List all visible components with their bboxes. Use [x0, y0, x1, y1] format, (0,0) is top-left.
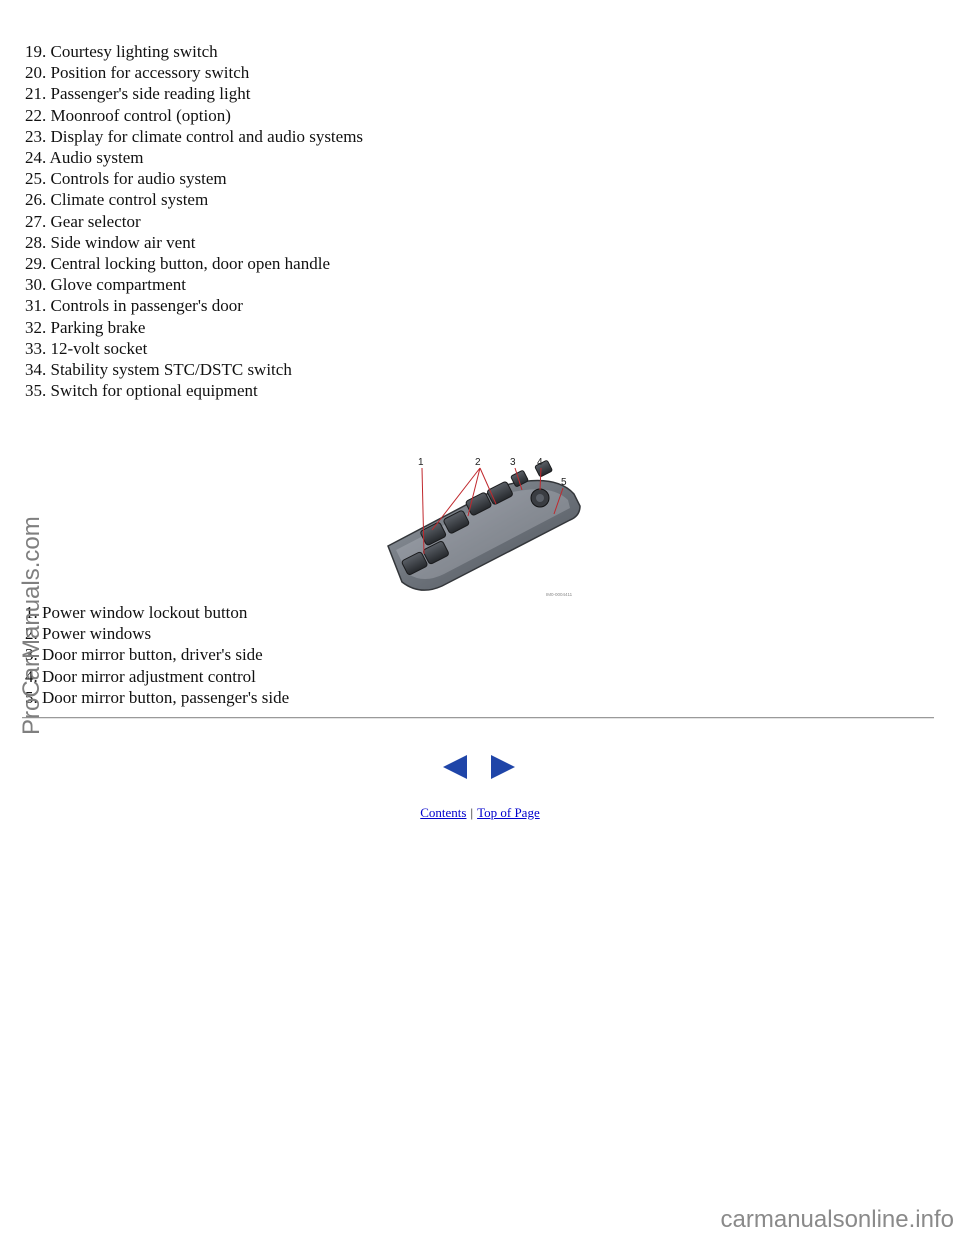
- left-arrow-icon: [441, 754, 469, 780]
- footer-links: [0, 805, 960, 821]
- list-item: 2. Power windows: [25, 624, 152, 644]
- top-of-page-link[interactable]: Top of Page: [477, 805, 540, 820]
- list-item: 33. 12-volt socket: [25, 338, 148, 358]
- callout-5: 5: [561, 477, 567, 488]
- list-item: 4. Door mirror adjustment control: [25, 666, 256, 686]
- page-navigation: [441, 754, 521, 780]
- side-watermark: ProCarManuals.com: [18, 516, 45, 735]
- list-item: 5. Door mirror button, passenger's side: [25, 687, 290, 707]
- list-item: 24. Audio system: [25, 148, 144, 168]
- callout-1: 1: [418, 457, 424, 468]
- list-item: 28. Side window air vent: [25, 232, 196, 252]
- next-page-button[interactable]: [489, 754, 517, 780]
- list-item: 35. Switch for optional equipment: [25, 381, 258, 401]
- list-item: 21. Passenger's side reading light: [25, 84, 251, 104]
- bottom-watermark: carmanualsonline.info: [720, 1206, 954, 1233]
- horizontal-divider: [22, 717, 934, 719]
- list-item: 1. Power window lockout button: [25, 603, 248, 622]
- list-item: 23. Display for climate control and audio systems: [25, 126, 364, 146]
- list-item: 32. Parking brake: [25, 317, 146, 337]
- list-item: 20. Position for accessory switch: [25, 63, 250, 83]
- controls-list: [25, 41, 363, 401]
- door-control-panel-figure: [384, 454, 588, 600]
- callout-3: 3: [510, 457, 516, 468]
- door-panel-list: [25, 602, 289, 708]
- previous-page-button[interactable]: [441, 754, 469, 780]
- list-item: 30. Glove compartment: [25, 275, 186, 295]
- callout-4: 4: [537, 457, 543, 468]
- list-item: 26. Climate control system: [25, 190, 209, 210]
- list-item: 25. Controls for audio system: [25, 169, 227, 189]
- list-item: 29. Central locking button, door open handle: [25, 254, 330, 274]
- list-item: 34. Stability system STC/DSTC switch: [25, 360, 292, 380]
- list-item: 3. Door mirror button, driver's side: [25, 645, 263, 665]
- door-control-panel-illustration: [384, 454, 588, 600]
- contents-link[interactable]: Contents: [420, 805, 467, 820]
- list-item: 22. Moonroof control (option): [25, 105, 231, 125]
- list-item: 19. Courtesy lighting switch: [25, 42, 218, 61]
- figure-code: IM0-0004411: [546, 592, 573, 597]
- list-item: 31. Controls in passenger's door: [25, 296, 243, 316]
- list-item: 27. Gear selector: [25, 211, 141, 231]
- right-arrow-icon: [489, 754, 517, 780]
- callout-2: 2: [475, 457, 481, 468]
- link-separator: |: [470, 805, 474, 820]
